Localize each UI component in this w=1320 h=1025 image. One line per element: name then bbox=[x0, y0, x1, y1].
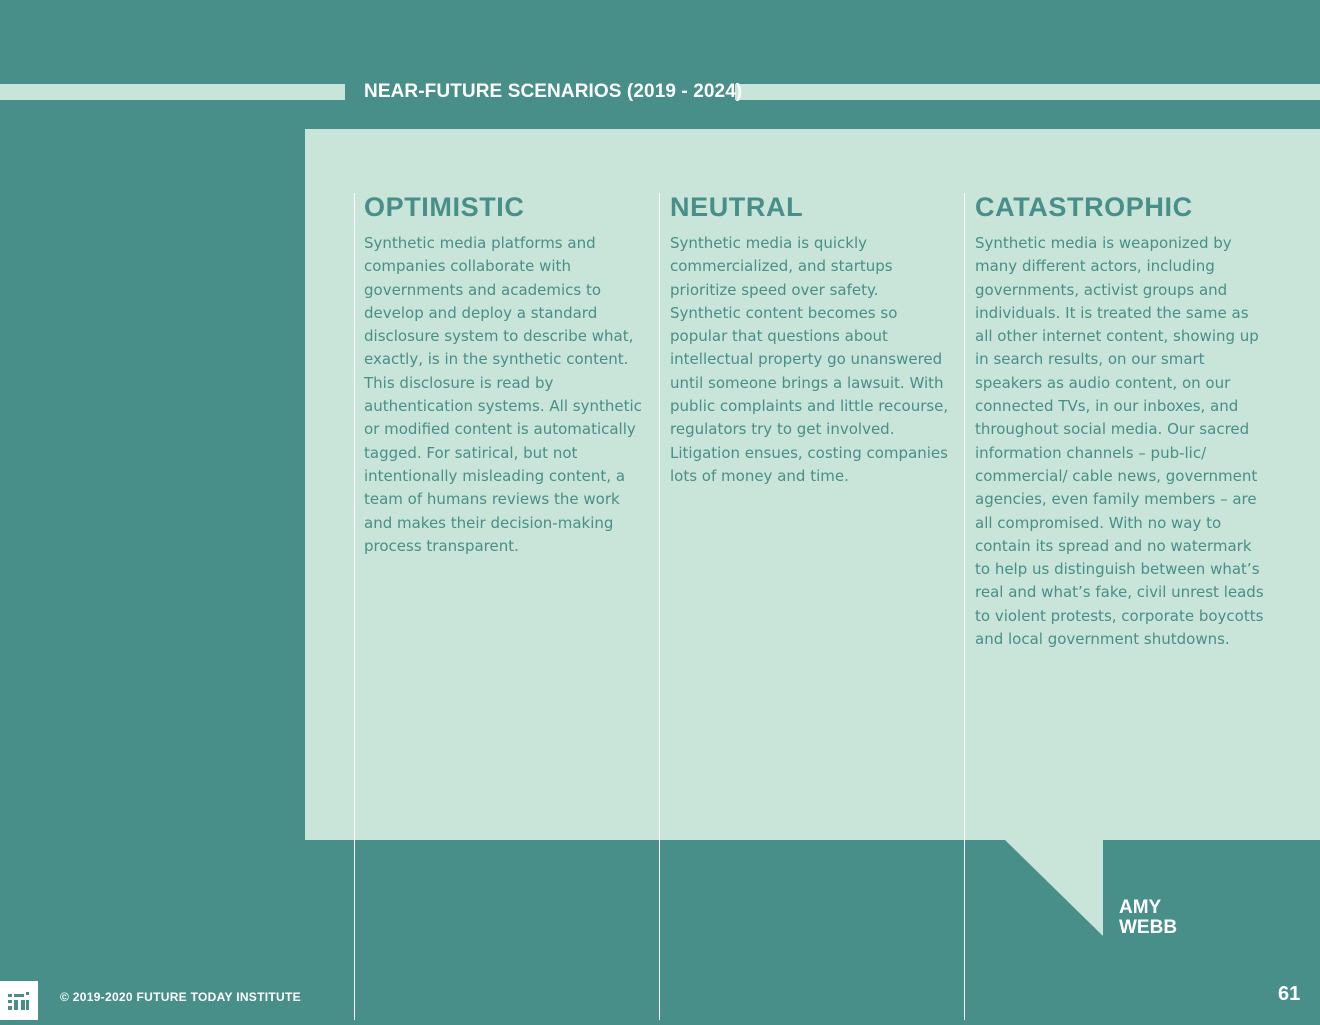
page-title: NEAR-FUTURE SCENARIOS (2019 - 2024) bbox=[364, 81, 743, 102]
scenario-heading: OPTIMISTIC bbox=[364, 192, 525, 222]
page-number: 61 bbox=[1278, 983, 1301, 1005]
scenario-body: Synthetic media is weaponized by many different actors, including governments, activist groups and individuals. It is treated the same as all other internet content, showing up in search results, on our smart speakers as audio content, on our connected TVs, in our inboxes, and throughout social media. Our sacred information channels – pub-lic/ commercial/ cable news, government agencies, even family members – are all compromised. With no way to contain its spread and no watermark to help us distinguish between what’s real and what’s fake, civil unrest leads to violent protests, corporate boycotts and local government shutdowns. bbox=[975, 234, 1264, 649]
scenario-catastrophic bbox=[975, 190, 1265, 651]
copyright: © 2019-2020 FUTURE TODAY INSTITUTE bbox=[60, 990, 301, 1004]
fti-logo-icon bbox=[0, 981, 38, 1020]
author-name bbox=[1119, 898, 1177, 938]
column-divider bbox=[964, 193, 965, 1020]
author-first-name: AMY bbox=[1119, 897, 1162, 918]
scenario-heading: CATASTROPHIC bbox=[975, 192, 1193, 222]
scenario-optimistic bbox=[364, 190, 648, 558]
column-divider bbox=[354, 193, 355, 1020]
header-band-left bbox=[0, 84, 345, 100]
column-divider bbox=[659, 193, 660, 1020]
scenario-body: Synthetic media platforms and companies collaborate with governments and academics to develop and deploy a standard disclosure system to describe what, exactly, is in the synthetic content. This disclosure is read by authentication systems. All synthetic or modified content is automatically tagged. For satirical, but not intentionally misleading content, a team of humans reviews the work and makes their decision-making process transparent. bbox=[364, 234, 642, 555]
scenario-body: Synthetic media is quickly commercialized, and startups prioritize speed over safety. Synthetic content becomes so popular that questions about intellectual property go unanswered until someone brings a lawsuit. With public complaints and little recourse, regulators try to get involved. Litigation ensues, costing companies lots of money and time. bbox=[670, 234, 949, 485]
scenario-heading: NEUTRAL bbox=[670, 192, 804, 222]
author-last-name: WEBB bbox=[1119, 917, 1178, 938]
scenario-neutral bbox=[670, 190, 954, 488]
speech-tail bbox=[1005, 840, 1103, 936]
header-band-right bbox=[735, 84, 1320, 100]
